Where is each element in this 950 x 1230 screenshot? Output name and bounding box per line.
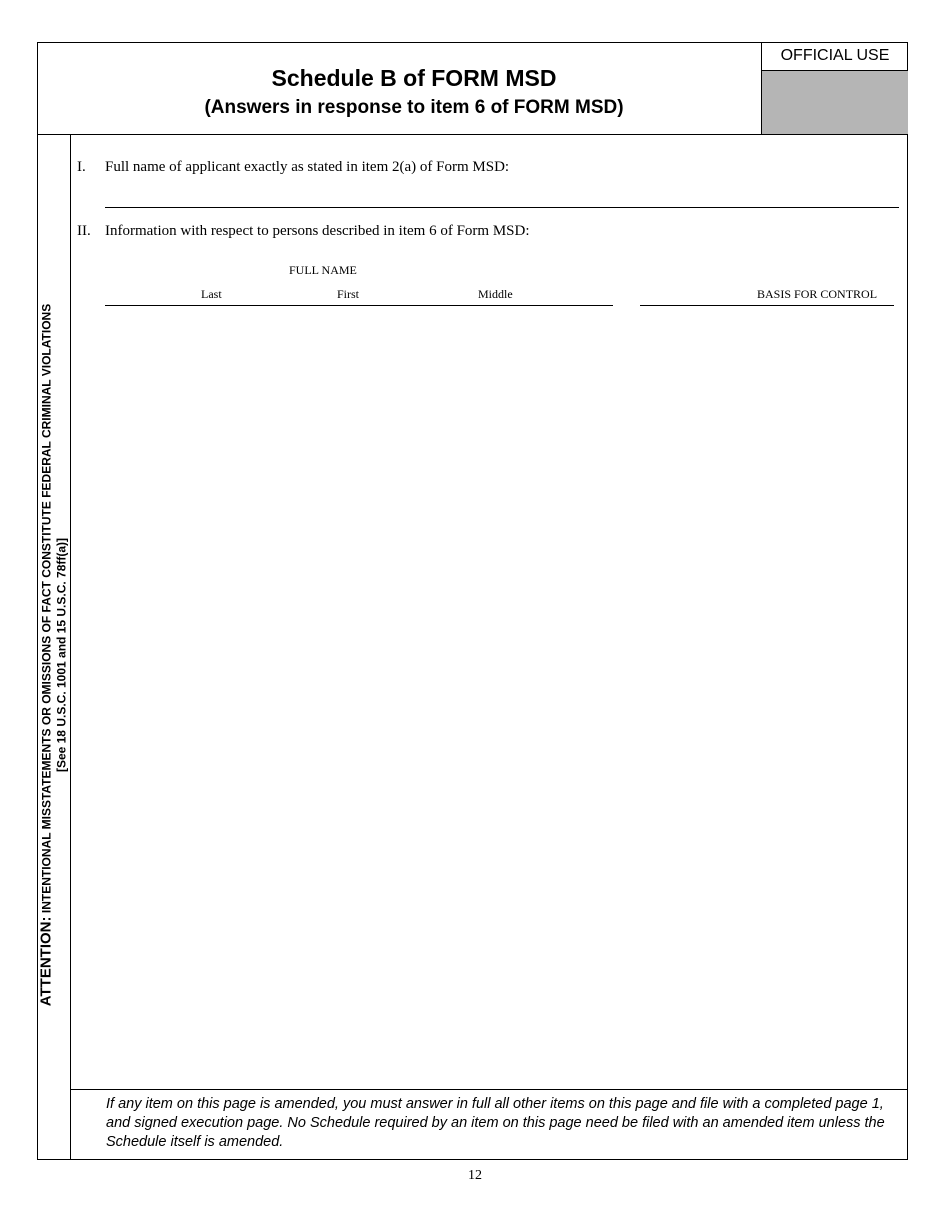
attention-notice (39, 285, 70, 1025)
form-header (38, 43, 907, 135)
column-header-first: First (337, 287, 360, 301)
form-frame (37, 42, 908, 1160)
title-area (38, 43, 762, 134)
page-number: 12 (468, 1168, 482, 1183)
full-name-header: FULL NAME (289, 263, 357, 277)
form-footer (71, 1089, 907, 1160)
column-header-middle: Middle (478, 287, 513, 301)
item-text: Full name of applicant exactly as stated in item 2(a) of Form MSD: (105, 159, 510, 175)
applicant-name-line[interactable] (105, 207, 899, 208)
attention-sidebar (38, 135, 71, 1159)
official-use-field (762, 71, 908, 134)
page-title: Schedule B of FORM MSD (271, 65, 557, 91)
page-subtitle: (Answers in response to item 6 of FORM MSD) (204, 97, 624, 118)
form-content (71, 135, 907, 1159)
item-text: Information with respect to persons described in item 6 of Form MSD: (105, 223, 530, 239)
official-use-box (761, 43, 908, 134)
official-use-label: OFFICIAL USE (762, 43, 908, 71)
item-number: II. (77, 223, 91, 239)
amendment-note: If any item on this page is amended, you must answer in full all other items on this page and file with a completed page 1, and signed execution page. No Schedule required by an item on this page need be filed with an amended item unless the Schedule itself is amended. (106, 1096, 885, 1150)
column-header-last: Last (201, 287, 222, 301)
attention-citation: [See 18 U.S.C. 1001 and 15 U.S.C. 78ff(a)] (54, 537, 69, 773)
full-name-rule (105, 305, 613, 306)
basis-rule (640, 305, 894, 306)
attention-text: INTENTIONAL MISSTATEMENTS OR OMISSIONS OF FACT CONSTITUTE FEDERAL CRIMINAL VIOLATIONS (39, 303, 54, 914)
item-number: I. (77, 159, 86, 175)
attention-label: ATTENTION: (37, 916, 55, 1007)
column-header-basis: BASIS FOR CONTROL (757, 287, 878, 301)
